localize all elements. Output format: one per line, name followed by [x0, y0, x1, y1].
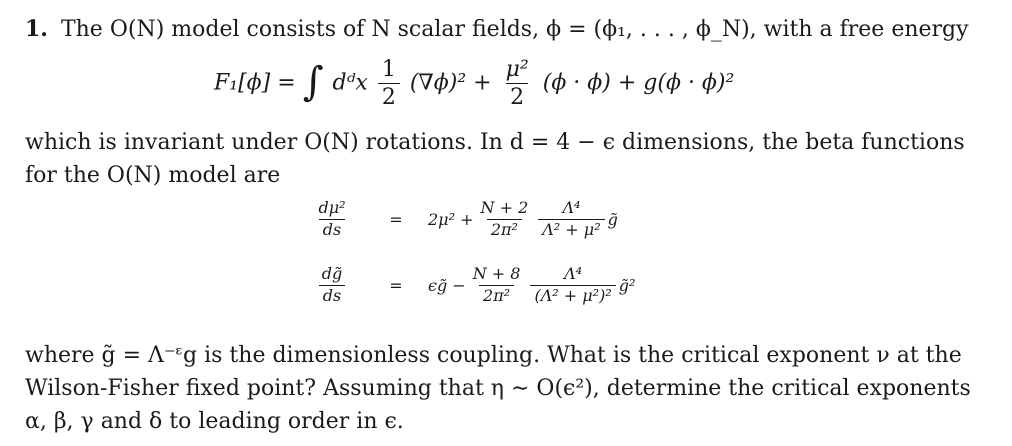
rhs-end: g̃	[607, 209, 618, 229]
paragraph-2-line-2: for the O(N) model are	[25, 163, 281, 188]
paragraph-3-line-2: Wilson-Fisher fixed point? Assuming that η ∼ O(ϵ²), determine the critical exponents	[25, 376, 971, 401]
half-fraction	[378, 58, 400, 109]
half-numerator: 1	[381, 57, 396, 82]
equals-sign: =	[389, 209, 403, 229]
rhs-start: ϵg̃ −	[428, 275, 466, 295]
lambda-fraction	[538, 200, 604, 239]
potential-terms: (ϕ · ϕ) + g(ϕ · ϕ)²	[542, 70, 735, 96]
gradient-term: (∇ϕ)² +	[409, 70, 492, 96]
integral-measure: dᵈx	[332, 70, 368, 96]
lambda-numerator: Λ⁴	[562, 198, 581, 217]
coefficient-numerator: N + 8	[472, 264, 521, 283]
lambda-fraction	[530, 266, 615, 305]
lambda-numerator: Λ⁴	[564, 264, 583, 283]
beta-equation-mu	[300, 200, 618, 239]
problem-number: 1.	[25, 16, 48, 42]
problem-intro-text: The O(N) model consists of N scalar fields, ϕ = (ϕ₁, . . . , ϕ_N), with a free energy	[60, 17, 969, 42]
coefficient-denominator: 2π²	[487, 219, 522, 239]
dmu-ds-fraction	[314, 200, 349, 239]
free-energy-equation	[214, 58, 734, 109]
equals-sign: =	[389, 275, 403, 295]
half-denominator: 2	[378, 83, 400, 109]
mu-denominator: 2	[506, 83, 528, 109]
coefficient-numerator: N + 2	[480, 198, 529, 217]
dmu-numerator: dμ²	[318, 198, 346, 217]
paragraph-3-line-1: where g̃ = Λ⁻ᵋg is the dimensionless coupling. What is the critical exponent ν at the	[25, 343, 962, 368]
ds-denominator: ds	[319, 219, 345, 239]
mu-fraction	[502, 58, 533, 109]
dg-numerator: dg̃	[321, 264, 343, 283]
coefficient-fraction	[469, 266, 525, 305]
free-energy-lhs: F₁[ϕ] =	[214, 70, 296, 96]
lambda-denominator: Λ² + μ²	[538, 219, 604, 239]
dg-ds-fraction	[318, 266, 346, 305]
problem-intro-line	[25, 17, 969, 42]
beta-equation-g	[300, 266, 635, 305]
lambda-denominator: (Λ² + μ²)²	[530, 285, 615, 305]
mu-numerator: μ²	[505, 57, 529, 82]
coefficient-fraction	[476, 200, 532, 239]
paragraph-2-line-1: which is invariant under O(N) rotations. In d = 4 − ϵ dimensions, the beta functions	[25, 130, 965, 155]
integral-sign: ∫	[302, 58, 324, 105]
rhs-start: 2μ² +	[428, 209, 474, 229]
ds-denominator: ds	[319, 285, 345, 305]
paragraph-3-line-3: α, β, γ and δ to leading order in ϵ.	[25, 409, 404, 434]
rhs-end: g̃²	[618, 275, 636, 295]
coefficient-denominator: 2π²	[479, 285, 514, 305]
